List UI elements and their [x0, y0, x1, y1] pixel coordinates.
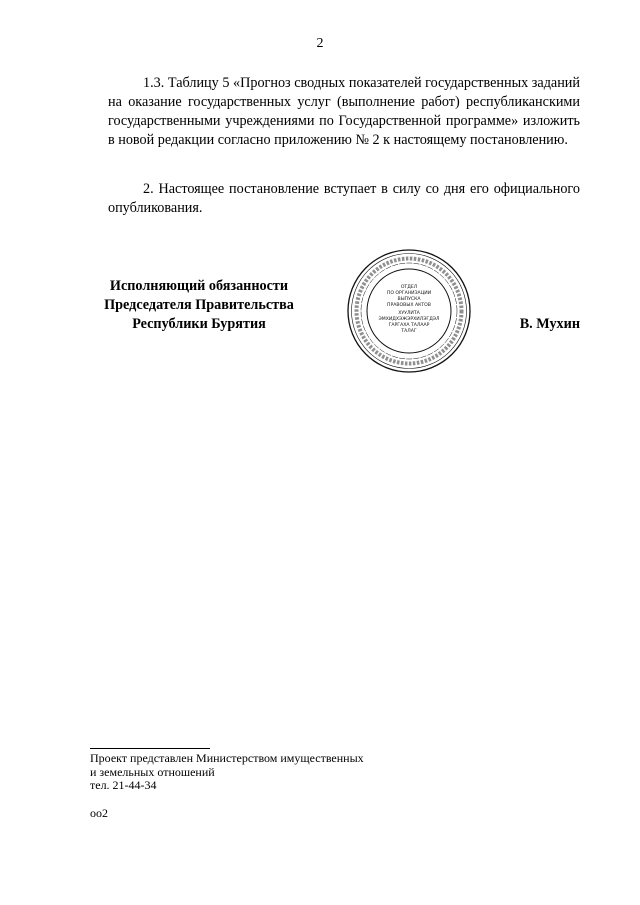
footer-line-1: Проект представлен Министерством имущественных	[90, 751, 364, 765]
seal-line-2: ПО ОРГАНИЗАЦИИ	[386, 291, 432, 296]
page-number: 2	[316, 36, 324, 51]
seal-line-6: ЭМХИДХЭЖЭРХИЛЭГДЭЛ	[378, 317, 440, 322]
footer-divider	[90, 748, 210, 749]
seal-line-3: ВЫПУСКА	[397, 297, 421, 302]
official-seal-stamp	[346, 248, 472, 374]
seal-line-7: ГАРГАХА ТАЛААР	[388, 323, 430, 328]
seal-line-8: ТАЛАГ	[401, 329, 417, 334]
footer-note	[90, 752, 490, 793]
paragraph-1-3: 1.3. Таблицу 5 «Прогноз сводных показателей государственных заданий на оказание государственных услуг (выполнение работ) республиканскими государственными учреждениями по Государственной программе» изложить в новой редакции согласно приложению № 2 к настоящему постановлению.	[108, 75, 580, 148]
seal-line-4: ПРАВОВЫХ АКТОВ	[387, 303, 431, 308]
signatory-name: В. Мухин	[519, 316, 580, 332]
seal-line-1: ОТДЕЛ	[400, 285, 418, 290]
document-code: оо2	[90, 806, 108, 820]
signer-title-line-3: Республики Бурятия	[132, 316, 266, 332]
paragraph-2: 2. Настоящее постановление вступает в силу со дня его официального опубликования.	[108, 181, 580, 216]
signer-title	[94, 277, 304, 334]
footer-line-3: тел. 21-44-34	[90, 778, 157, 792]
seal-line-5: ХУУЛИТА	[398, 311, 420, 316]
footer-line-2: и земельных отношений	[90, 764, 215, 779]
signer-title-line-2: Председателя Правительства	[104, 297, 294, 313]
signer-title-line-1: Исполняющий обязанности	[109, 278, 289, 294]
